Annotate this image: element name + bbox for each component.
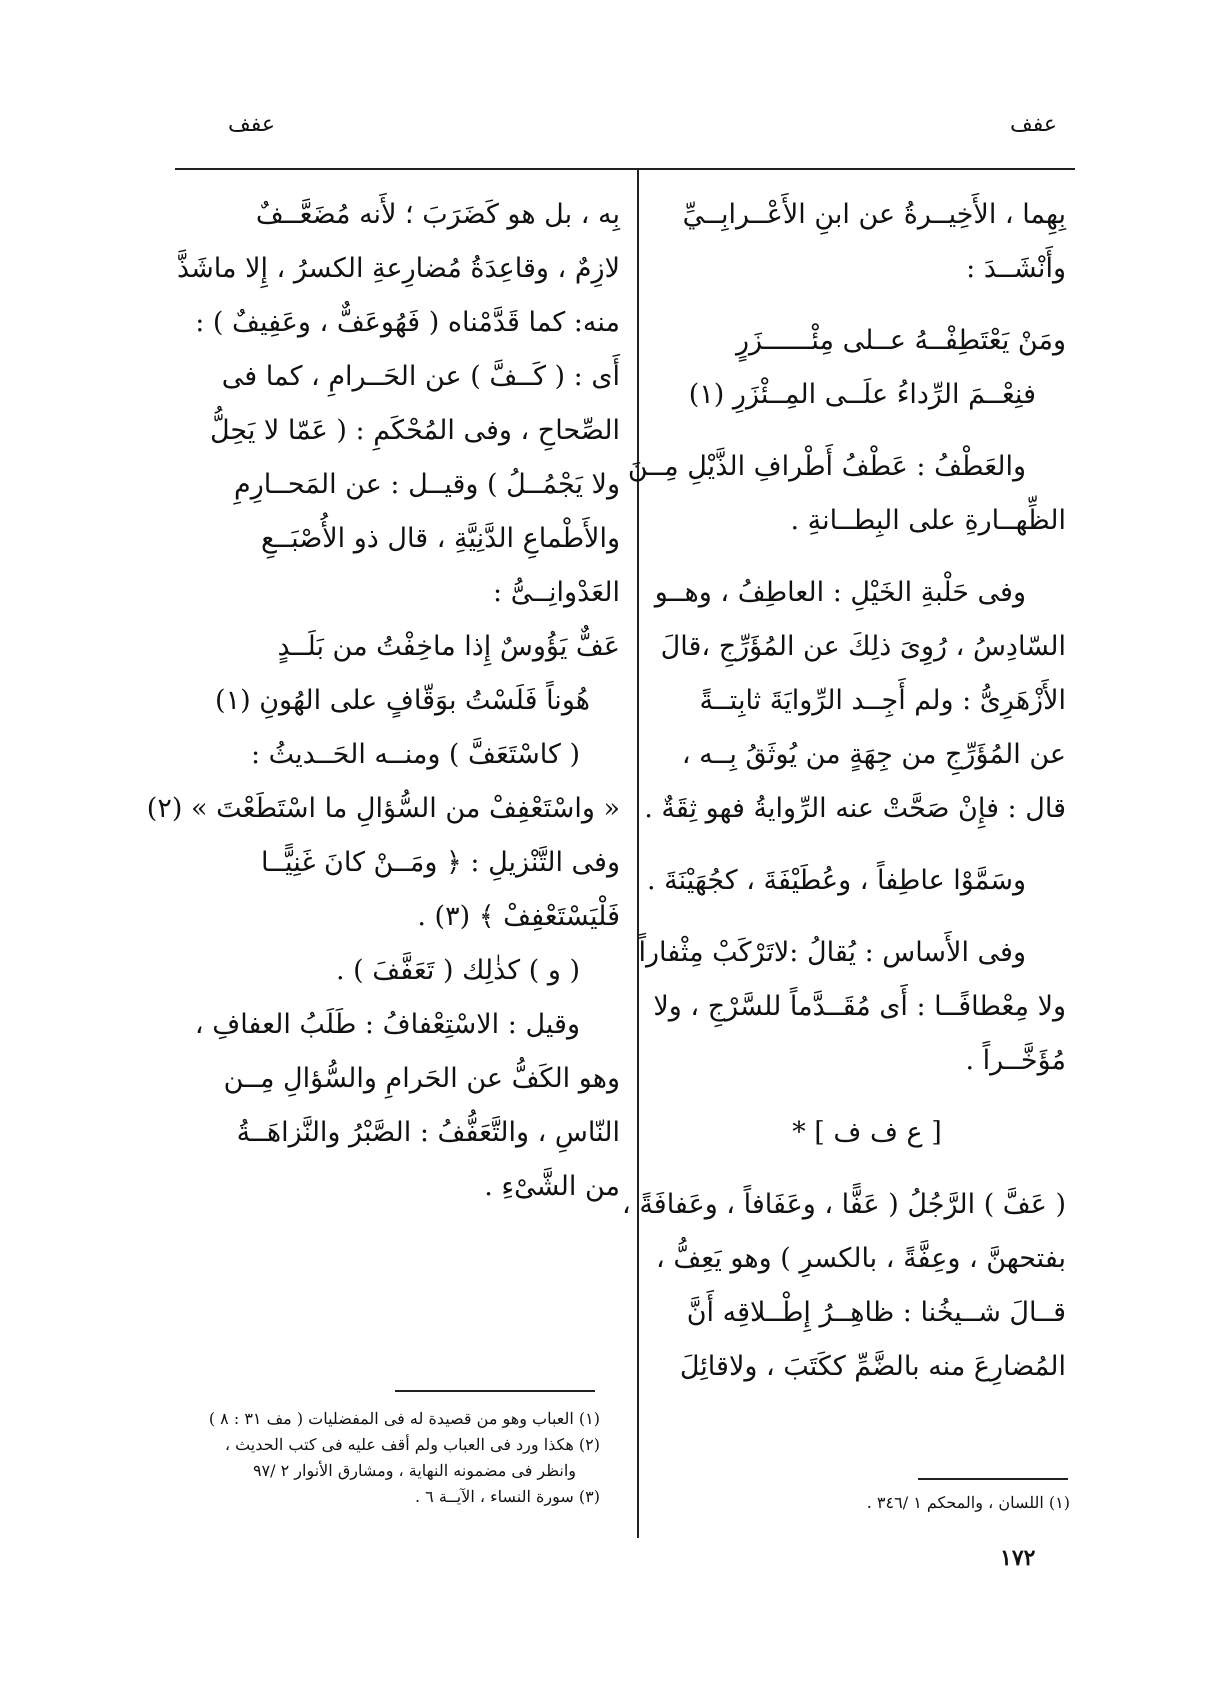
- footnotes-right: [680, 1490, 1070, 1516]
- text-line: الأَزْهَرِىُّ : ولم أَجِــد الرِّوايَةَ ثابِتــةً: [699, 685, 1066, 716]
- text-line: وأَنْشَــدَ :: [966, 253, 1066, 284]
- text-line: بفتحهنَّ ، وعِفَّةً ، بالكسرِ ) وهو يَعِفُّ ،: [656, 1243, 1066, 1274]
- text-line: وقيل : الاسْتِعْفافُ : طَلَبُ العفافِ ،: [194, 1009, 580, 1040]
- text-line: من الشَّىْءِ .: [484, 1171, 620, 1202]
- text-line: الصِّحاحِ ، وفى المُحْكَمِ : ( عَمّا لا يَحِلُّ: [209, 415, 620, 446]
- footnote: (١) العباب وهو من قصيدة له فى المفضليات ( مف ٣١ : ٨ ): [208, 1409, 600, 1428]
- footnote: (١) اللسان ، والمحكم ١ /٣٤٦ .: [866, 1493, 1070, 1512]
- text-line: عن المُؤَرِّجِ من جِهَةٍ من يُوثَقُ بِــه ،: [681, 739, 1066, 770]
- text-line: الظِّهــارةِ على البِطــانةِ .: [790, 505, 1066, 536]
- text-line: « واسْتَعْفِفْ من السُّؤالِ ما اسْتَطَعْتَ » (٢): [146, 793, 620, 824]
- verse-line: ومَنْ يَعْتَطِفْــهُ عــلى مِئْــــــزَرٍ: [736, 325, 1066, 356]
- page-number: ١٧٢: [1000, 1545, 1036, 1571]
- left-column: [146, 188, 620, 1214]
- text-line: ( كاسْتَعَفَّ ) ومنــه الحَــديثُ :: [250, 739, 580, 770]
- footnote: (٣) سورة النساء ، الآيــة ٦ .: [414, 1487, 600, 1506]
- text-line: المُضارِعَ منه بالضَّمِّ ككَتَبَ ، ولاقائِلَ: [679, 1351, 1066, 1382]
- text-line: ولا يَجْمُــلُ ) وقيــل : عن المَحــارِمِ: [234, 469, 620, 500]
- text-line: أَى : ( كَــفَّ ) عن الحَــرامِ ، كما فى: [221, 361, 620, 392]
- text-line: والأَطْماعِ الدَّنِيَّةِ ، قال ذو الأُصْبَــعِ: [260, 523, 620, 554]
- text-line: مُؤَخَّــراً .: [965, 1045, 1066, 1076]
- text-line: ( و ) كذٰلِك ( تَعَفَّفَ ) .: [336, 955, 580, 986]
- footnote: (٢) هكذا ورد فى العباب ولم أقف عليه فى كتب الحديث ،: [224, 1435, 600, 1454]
- text-line: وسَمَّوْا عاطِفاً ، وعُطَيْفَةَ ، كجُهَيْنَةَ .: [646, 865, 1026, 896]
- text-line: منه: كما قَدَّمْناه ( فَهُوعَفٌّ ، وعَفِيفٌ ) :: [195, 307, 620, 338]
- text-line: بِهِما ، الأَخِيــرةُ عن ابنِ الأَعْــرابِــيِّ: [682, 199, 1066, 230]
- text-line: وفى الأَساس : يُقالُ :لاتَرْكَبْ مِثْفاراً: [638, 937, 1026, 968]
- text-line: قــالَ شــيخُنا : ظاهِــرُ إِطْــلاقِه أَنَّ: [686, 1297, 1066, 1328]
- text-line: ولا مِعْطافًــا : أَى مُقَــدَّماً للسَّرْجِ ، ولا: [653, 991, 1066, 1022]
- text-line: السّادِسُ ، رُوِىَ ذلِكَ عن المُؤَرِّجِ ،قالَ: [660, 631, 1066, 662]
- header-word-right: عفف: [1010, 112, 1058, 137]
- text-line: العَدْوانِــىُّ :: [493, 577, 620, 608]
- entry-heading: [ ع ف ف ] *: [792, 1117, 942, 1148]
- footnote-rule-right: [918, 1478, 1068, 1480]
- text-line: فَلْيَسْتَعْفِفْ ﴾ (٣) .: [417, 901, 620, 932]
- text-line: بِه ، بل هو كَضَرَبَ ؛ لأَنه مُضَعَّــفٌ: [255, 199, 620, 230]
- text-line: النّاسِ ، والتَّعَفُّفُ : الصَّبْرُ والنَّزاهَــةُ: [236, 1117, 620, 1148]
- verse-line: فنِعْــمَ الرِّداءُ علَــى المِــئْزَرِ (١): [688, 379, 1036, 410]
- text-line: وهو الكَفُّ عن الحَرامِ والسُّؤالِ مِــن: [223, 1063, 620, 1094]
- verse-line: هُوناً فَلَسْتُ بوَقّافٍ على الهُونِ (١): [215, 685, 590, 716]
- text-line: وفى حَلْبةِ الخَيْلِ : العاطِفُ ، وهــو: [654, 577, 1026, 608]
- text-line: وفى التَّنْزيلِ : ﴿ ومَــنْ كانَ غَنِيًّــا: [261, 847, 620, 878]
- footnote: وانظر فى مضمونه النهاية ، ومشارق الأنوار ٢ /٩٧: [252, 1461, 576, 1480]
- footnote-rule-left: [395, 1390, 595, 1392]
- right-column: [622, 188, 1066, 1394]
- footnotes-left: [170, 1406, 600, 1510]
- text-line: لازِمٌ ، وقاعِدَةُ مُضارِعةِ الكسرُ ، إِلا ماشَذَّ: [177, 253, 620, 284]
- text-line: ( عَفَّ ) الرَّجُلُ ( عَفًّا ، وعَفَافاً ، وعَفافَةً ،: [622, 1189, 1066, 1220]
- header-rule: [175, 168, 1075, 170]
- text-line: والعَطْفُ : عَطْفُ أَطْرافِ الذَّيْلِ مِــنَ: [627, 451, 1026, 482]
- verse-line: عَفٌّ يَؤُوسٌ إِذا ماخِفْتُ من بَلَــدٍ: [277, 631, 620, 662]
- header-word-left: عفف: [228, 112, 276, 137]
- column-divider: [637, 168, 639, 1538]
- text-line: قال : فإِنْ صَحَّتْ عنه الرِّوايةُ فهو ثِقَةٌ .: [644, 793, 1066, 824]
